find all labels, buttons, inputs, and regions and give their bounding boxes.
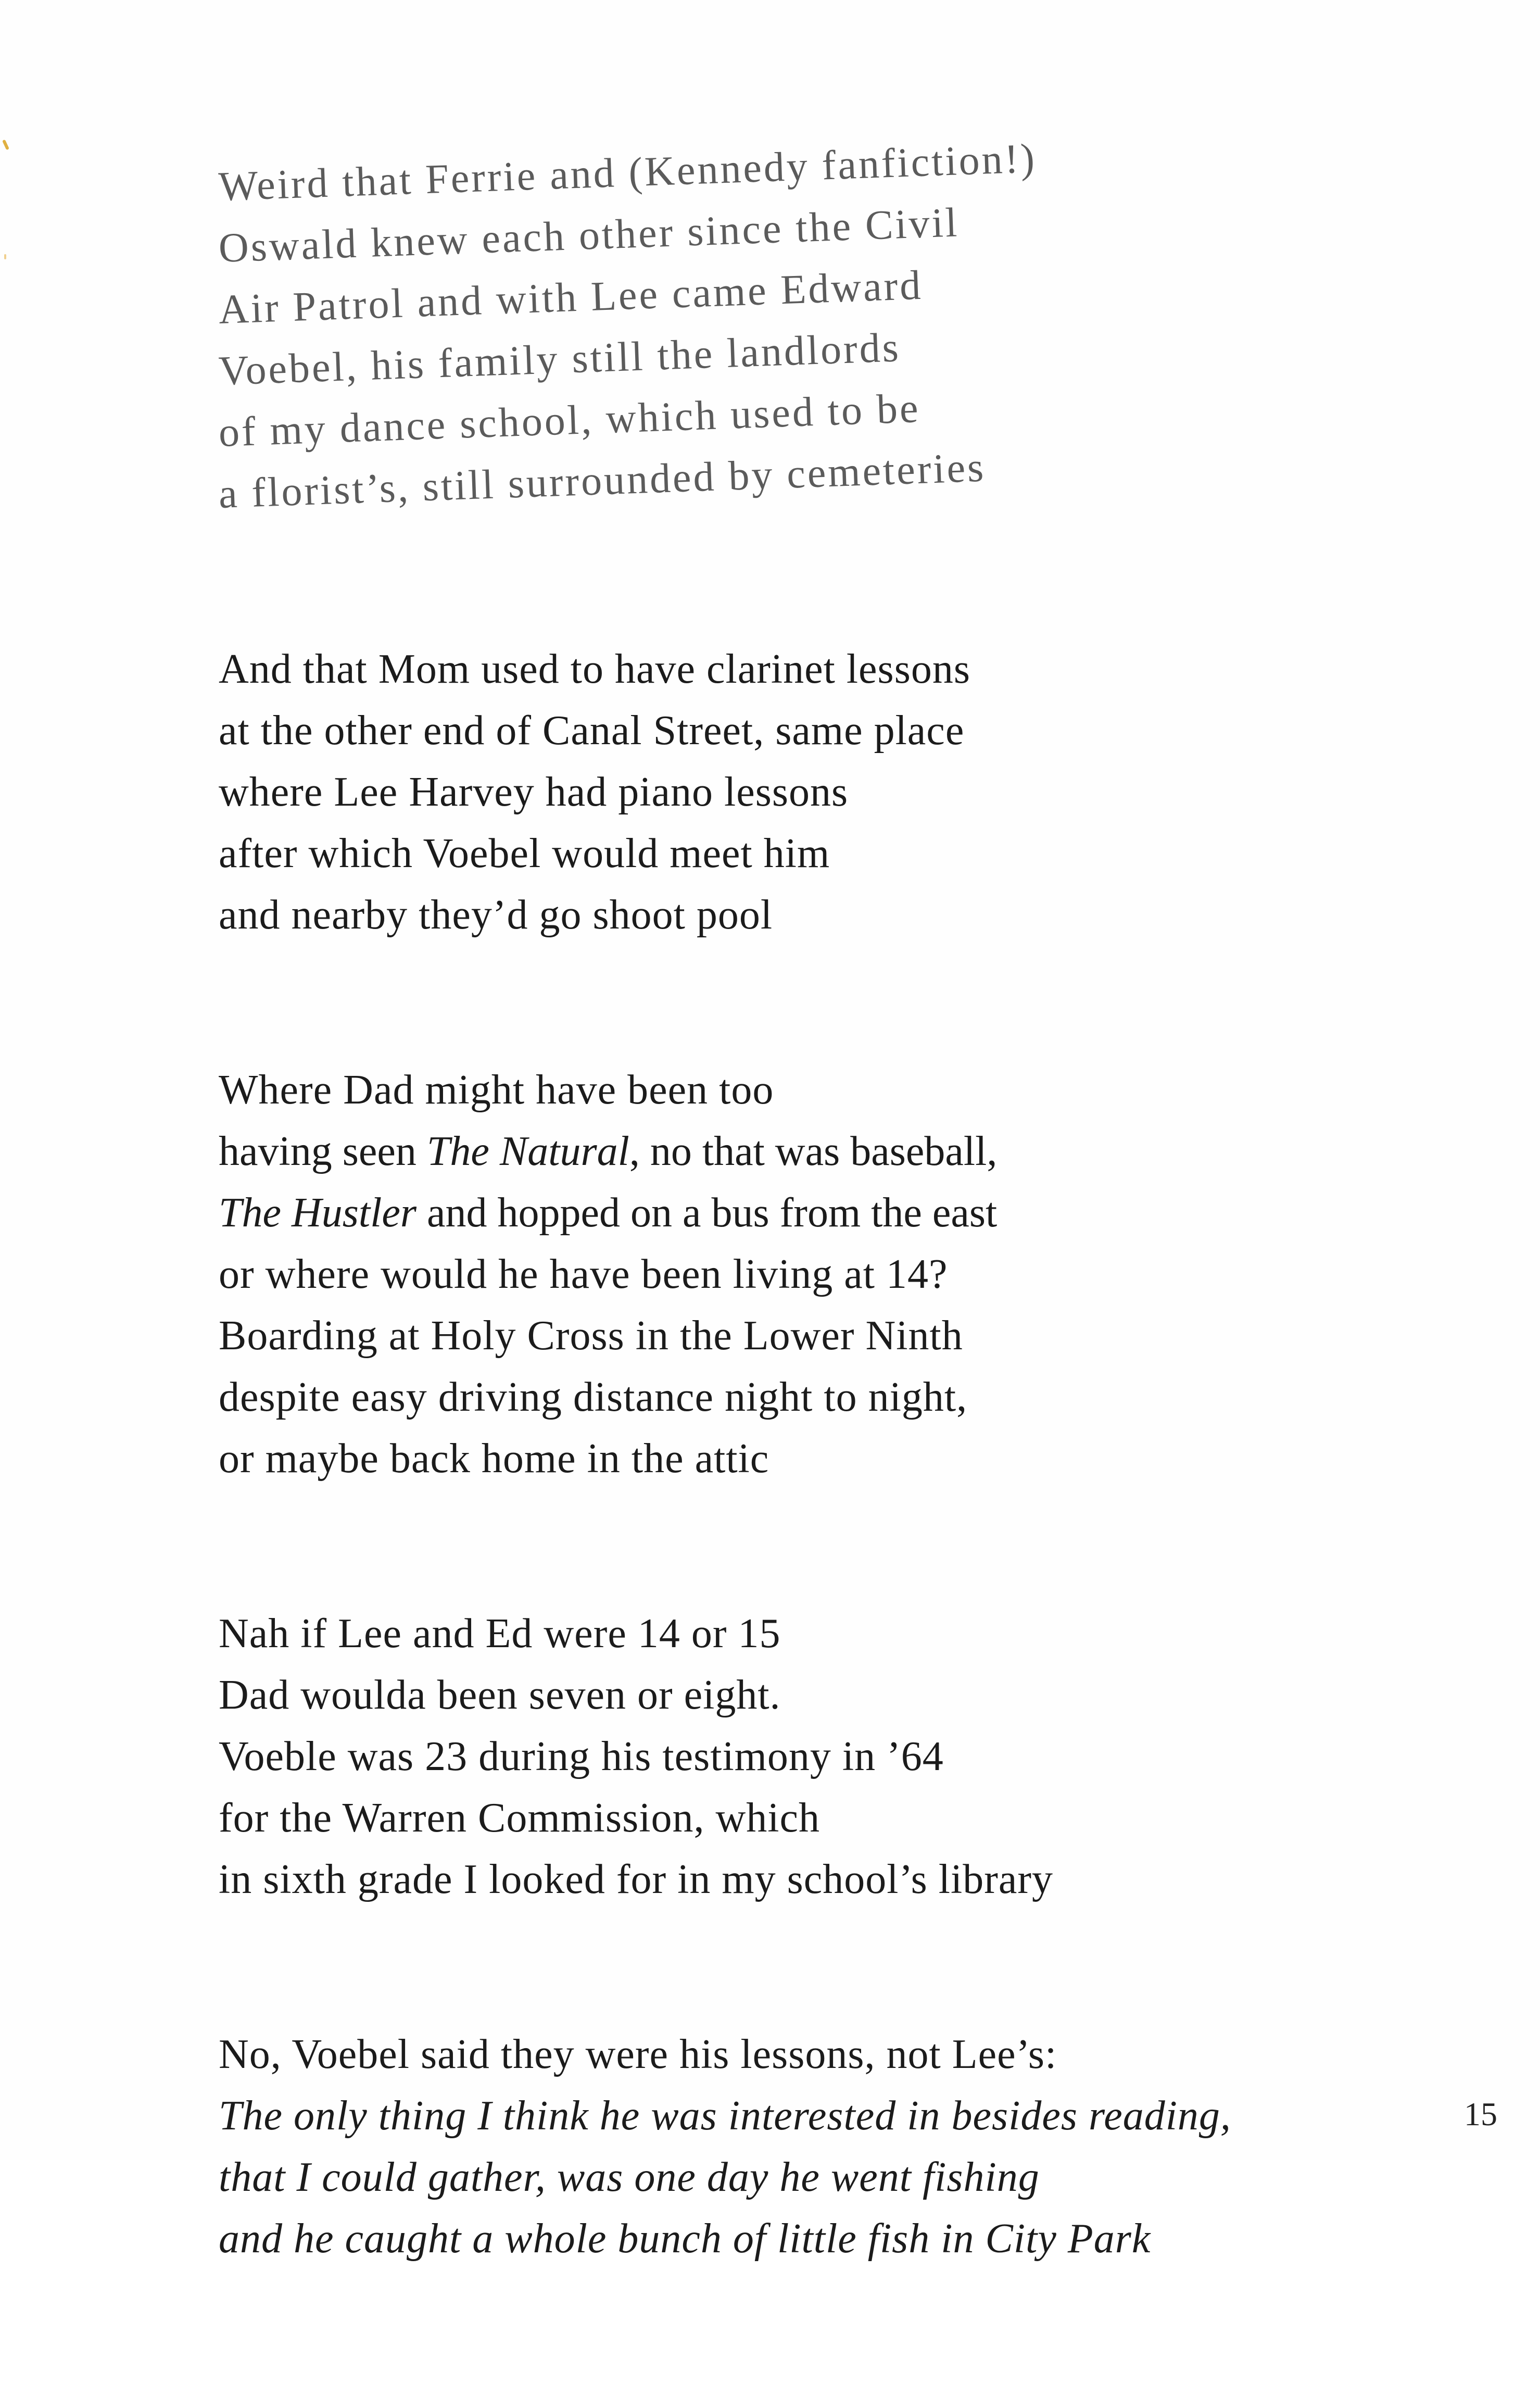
margin-stain-mark [2,140,9,150]
poem-line: of my dance school, which used to be [218,385,921,456]
poem-line: and nearby they’d go shoot pool [219,892,773,938]
poem-line: Weird that Ferrie and (Kennedy fanfiction!) [218,135,1038,210]
poem-line: Where Dad might have been too [219,1067,774,1113]
film-title-italic: The Natural [426,1128,629,1174]
poem-line: a florist’s, still surrounded by cemeteries [218,444,987,517]
poem-line: No, Voebel said they were his lessons, not Lee’s: [219,2031,1057,2077]
poem-line: where Lee Harvey had piano lessons [219,769,849,815]
poem-line-text: having seen [219,1128,427,1174]
quoted-testimony-line: and he caught a whole bunch of little fish in City Park [219,2216,1151,2262]
poem-line-text: and hopped on a bus from the east [416,1190,998,1236]
stanza-5 [219,2024,1260,2269]
poem-line: Voeble was 23 during his testimony in ’64 [219,1734,944,1779]
poem-line: in sixth grade I looked for in my school’s library [219,1857,1054,1902]
stanza-4 [219,1603,1260,1910]
poem-line [219,1121,1260,1182]
poem-line: after which Voebel would meet him [219,831,830,876]
poem-line [219,1182,1260,1244]
poem-line-text: , no that was baseball, [629,1128,998,1174]
poem-line: or where would he have been living at 14? [219,1251,948,1297]
quoted-testimony-line: that I could gather, was one day he went fishing [219,2154,1040,2200]
poem-line: for the Warren Commission, which [219,1795,821,1841]
poem-line: Nah if Lee and Ed were 14 or 15 [219,1611,781,1657]
poem-line: Air Patrol and with Lee came Edward [218,262,924,333]
poem-line: Oswald knew each other since the Civil [218,199,960,271]
film-title-italic: The Hustler [219,1190,416,1236]
poem-line: And that Mom used to have clarinet lessons [219,646,970,692]
poem-line: at the other end of Canal Street, same place [219,708,965,754]
poem-line: Boarding at Holy Cross in the Lower Ninth [219,1313,963,1359]
stanza-3 [219,1059,1260,1489]
poem-line: Voebel, his family still the landlords [218,324,902,394]
poem-line: Dad woulda been seven or eight. [219,1672,781,1718]
margin-stain-mark [4,254,6,259]
stanza-1 [218,135,1260,525]
page-number: 15 [1464,2096,1497,2133]
poem-line: despite easy driving distance night to night, [219,1374,968,1420]
poem-line: or maybe back home in the attic [219,1436,769,1482]
quoted-testimony-line: The only thing I think he was interested in besides reading, [219,2093,1231,2139]
poem [218,135,1260,2383]
stanza-2 [219,638,1260,946]
